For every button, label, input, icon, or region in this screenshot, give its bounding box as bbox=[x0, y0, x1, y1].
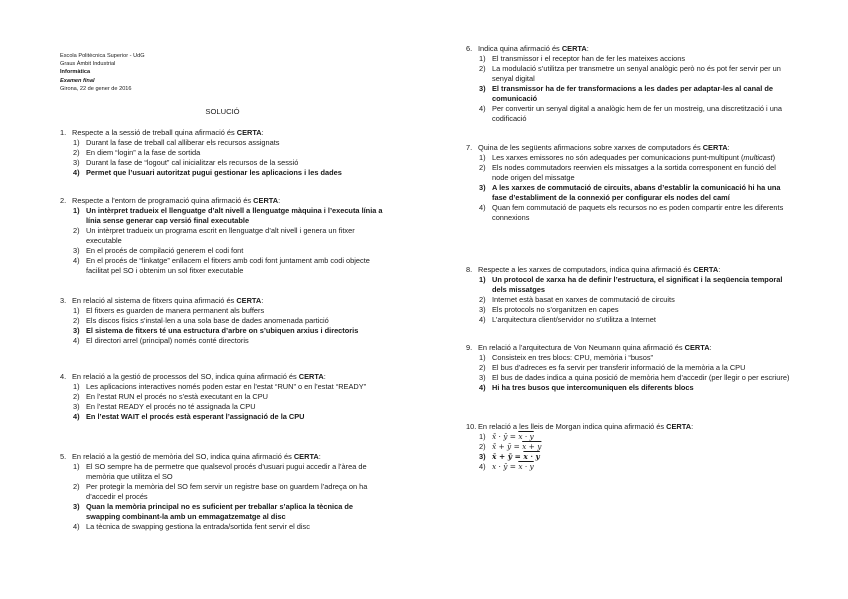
option-text bbox=[86, 246, 385, 256]
option-main-text: En el procés de compilació generem el codi font bbox=[86, 246, 244, 255]
document-header bbox=[60, 52, 145, 93]
option-number: 4) bbox=[479, 383, 486, 392]
question-prefix: Respecte a la sessió de treball quina afirmació és bbox=[72, 128, 237, 137]
option-number: 3) bbox=[479, 373, 486, 382]
option-text bbox=[86, 316, 385, 326]
option-main-text: Durant la fase de “logout” cal inicialitzar els recursos de la sessió bbox=[86, 158, 299, 167]
question-keyword: CERTA bbox=[236, 128, 262, 137]
correct-answer bbox=[73, 206, 385, 226]
option-number: 4) bbox=[73, 522, 80, 531]
option-main-text: El SO sempre ha de permetre que qualsevol procés d’usuari pugui accedir a l’àrea de memòria que utilitza el SO bbox=[86, 462, 367, 481]
option-text bbox=[492, 84, 794, 104]
option-number: 4) bbox=[73, 412, 80, 421]
question-number: 6. bbox=[466, 44, 473, 53]
option-number: 1) bbox=[73, 306, 80, 315]
option-number: 4) bbox=[73, 256, 80, 265]
option-text bbox=[86, 148, 385, 158]
question-keyword: CERTA bbox=[293, 452, 319, 461]
exam-type: Examen final bbox=[60, 77, 95, 84]
option-number: 4) bbox=[479, 104, 486, 113]
answer-option bbox=[479, 432, 794, 442]
option-text bbox=[86, 392, 385, 402]
question-prefix: En relació al sistema de fitxers quina afirmació és bbox=[72, 296, 237, 305]
answer-option bbox=[479, 462, 794, 472]
question-prefix: En relació a la gestió de processos del SO, indica quina afirmació és bbox=[72, 372, 299, 381]
question-prefix: Respecte a les xarxes de computadors, indica quina afirmació és bbox=[478, 265, 694, 274]
option-text bbox=[492, 153, 794, 163]
option-number: 4) bbox=[479, 315, 486, 324]
question-number: 7. bbox=[466, 143, 473, 152]
option-main-text: El sistema de fitxers té una estructura d’arbre on s’ubiquen arxius i directoris bbox=[86, 326, 359, 335]
question-suffix: : bbox=[586, 44, 589, 53]
question-heading bbox=[60, 452, 385, 462]
option-text bbox=[86, 382, 385, 392]
option-main-text: La tècnica de swapping gestiona la entrada/sortida fent servir el disc bbox=[86, 522, 310, 531]
question-suffix: : bbox=[718, 265, 721, 274]
answer-option bbox=[479, 442, 794, 452]
answer-option bbox=[479, 305, 794, 315]
option-number: 2) bbox=[479, 442, 486, 451]
answer-option bbox=[73, 246, 385, 256]
option-text bbox=[86, 306, 385, 316]
question-suffix: : bbox=[261, 296, 264, 305]
option-number: 3) bbox=[479, 305, 486, 314]
option-main-text: En el procés de “linkatge” enllacem el fitxers amb codi font juntament amb codi objecte facilitat pel SO i obtenim un sol fitxer executable bbox=[86, 256, 370, 275]
answer-option bbox=[479, 104, 794, 124]
option-text bbox=[492, 163, 794, 183]
option-main-text: Un protocol de xarxa ha de definir l’estructura, el significat i la seqüencia temporal dels missatges bbox=[492, 275, 783, 294]
question-prefix: En relació a la gestió de memòria del SO, indica quina afirmació és bbox=[72, 452, 294, 461]
answer-option bbox=[73, 522, 385, 532]
option-number: 1) bbox=[479, 54, 486, 63]
question-5 bbox=[60, 452, 385, 532]
option-main-text: La modulació s’utilitza per transmetre un senyal analògic però no és pot fer servir per un senyal digital bbox=[492, 64, 781, 83]
subject-name: Informàtica bbox=[60, 69, 91, 76]
question-10 bbox=[466, 422, 794, 472]
option-text bbox=[86, 402, 385, 412]
question-prefix: Respecte a l’entorn de programació quina afirmació és bbox=[72, 196, 254, 205]
degree-name: Graus Àmbit Industrial bbox=[60, 61, 116, 68]
option-number: 1) bbox=[73, 382, 80, 391]
option-main-text: Un intèrpret tradueix un programa escrit en llenguatge d’alt nivell i genera un fitxer executable bbox=[86, 226, 355, 245]
option-number: 1) bbox=[73, 138, 80, 147]
option-main-text: Per convertir un senyal digital a analògic hem de fer un mostreig, una discretització i una codificació bbox=[492, 104, 783, 123]
answer-option bbox=[73, 138, 385, 148]
correct-answer bbox=[73, 412, 385, 422]
question-keyword: CERTA bbox=[298, 372, 324, 381]
option-text bbox=[492, 54, 794, 64]
option-text bbox=[86, 168, 385, 178]
option-main-text: El bus d’adreces es fa servir per transferir informació de la memòria a la CPU bbox=[492, 363, 746, 372]
question-text bbox=[478, 343, 794, 353]
option-text bbox=[492, 452, 794, 462]
question-keyword: CERTA bbox=[702, 143, 728, 152]
option-main-text: El bus de dades indica a quina posició de memòria hem d’accedir (per llegir o per escriure) bbox=[492, 373, 790, 382]
answer-option bbox=[73, 482, 385, 502]
formula-equals: = bbox=[507, 462, 519, 471]
option-text bbox=[86, 256, 385, 276]
option-number: 2) bbox=[479, 363, 486, 372]
option-number: 1) bbox=[479, 153, 486, 162]
question-prefix: En relació a l’arquitectura de Von Neumann quina afirmació és bbox=[478, 343, 685, 352]
option-number: 4) bbox=[479, 462, 486, 471]
option-text bbox=[86, 326, 385, 336]
formula-equals: = bbox=[511, 442, 523, 451]
question-text bbox=[72, 372, 385, 382]
option-text bbox=[86, 412, 385, 422]
question-number: 5. bbox=[60, 452, 67, 461]
option-number: 4) bbox=[73, 336, 80, 345]
option-text bbox=[492, 442, 794, 452]
question-2 bbox=[60, 196, 385, 276]
question-1 bbox=[60, 128, 385, 178]
option-number: 1) bbox=[479, 275, 486, 284]
question-keyword: CERTA bbox=[561, 44, 587, 53]
answer-option bbox=[73, 316, 385, 326]
option-text bbox=[492, 462, 794, 472]
question-keyword: CERTA bbox=[666, 422, 692, 431]
option-main-text: L’arquitectura client/servidor no s’utilitza a Internet bbox=[492, 315, 656, 324]
formula-equals: = bbox=[507, 432, 519, 441]
option-number: 1) bbox=[73, 462, 80, 471]
option-main-text: Consisteix en tres blocs: CPU, memòria i “busos” bbox=[492, 353, 654, 362]
option-text bbox=[492, 183, 794, 203]
formula-equals: = bbox=[512, 452, 524, 461]
answer-option bbox=[479, 203, 794, 223]
option-main-text: Internet està basat en xarxes de commutació de circuits bbox=[492, 295, 675, 304]
option-main-text: Permet que l’usuari autoritzat pugui gestionar les aplicacions i les dades bbox=[86, 168, 342, 177]
option-text bbox=[492, 203, 794, 223]
option-number: 2) bbox=[479, 163, 486, 172]
question-prefix: Quina de les següents afirmacions sobre xarxes de computadors és bbox=[478, 143, 703, 152]
formula-rhs: x + y bbox=[522, 442, 542, 451]
option-number: 4) bbox=[479, 203, 486, 212]
option-main-text: Els nodes commutadors reenvien els missatges a la sortida corresponent en funció del node origen del missatge bbox=[492, 163, 776, 182]
answer-option bbox=[73, 336, 385, 346]
option-main-text: En l’estat READY el procés no té assignada la CPU bbox=[86, 402, 256, 411]
answer-option bbox=[73, 306, 385, 316]
question-suffix: : bbox=[691, 422, 694, 431]
option-number: 3) bbox=[73, 502, 80, 511]
question-heading bbox=[466, 343, 794, 353]
option-main-text: El transmissor i el receptor han de fer les mateixes accions bbox=[492, 54, 686, 63]
formula-lhs: x̄ + ȳ bbox=[492, 452, 513, 461]
option-number: 3) bbox=[479, 452, 486, 461]
option-text bbox=[86, 158, 385, 168]
question-text bbox=[478, 143, 794, 153]
question-8 bbox=[466, 265, 794, 325]
question-prefix: En relació a les lleis de Morgan indica quina afirmació és bbox=[478, 422, 667, 431]
question-text bbox=[478, 265, 794, 275]
option-main-text: Durant la fase de treball cal alliberar els recursos assignats bbox=[86, 138, 280, 147]
option-main-text: En diem “login” a la fase de sortida bbox=[86, 148, 201, 157]
option-main-text: En l’estat WAIT el procés està esperant l’assignació de la CPU bbox=[86, 412, 305, 421]
answer-option bbox=[479, 163, 794, 183]
option-text bbox=[492, 383, 794, 393]
question-suffix: : bbox=[323, 372, 326, 381]
option-main-text: Quan fem commutació de paquets els recursos no es poden compartir entre les diferents connexions bbox=[492, 203, 784, 222]
question-keyword: CERTA bbox=[236, 296, 262, 305]
question-heading bbox=[60, 196, 385, 206]
option-text bbox=[86, 138, 385, 148]
question-number: 3. bbox=[60, 296, 67, 305]
option-number: 2) bbox=[73, 148, 80, 157]
question-4 bbox=[60, 372, 385, 422]
option-text bbox=[86, 206, 385, 226]
option-text bbox=[492, 373, 794, 383]
answer-option bbox=[73, 382, 385, 392]
question-suffix: : bbox=[727, 143, 730, 152]
option-main-text: Les aplicacions interactives només poden estar en l’estat “RUN” o en l’estat “READY” bbox=[86, 382, 367, 391]
question-keyword: CERTA bbox=[253, 196, 279, 205]
question-keyword: CERTA bbox=[684, 343, 710, 352]
question-text bbox=[72, 296, 385, 306]
option-paren: ( bbox=[738, 153, 744, 162]
question-suffix: : bbox=[261, 128, 264, 137]
option-text bbox=[86, 336, 385, 346]
option-text bbox=[86, 522, 385, 532]
page-title: SOLUCIÓ bbox=[205, 107, 240, 116]
option-number: 2) bbox=[73, 226, 80, 235]
question-heading bbox=[60, 128, 385, 138]
correct-answer bbox=[73, 502, 385, 522]
option-text bbox=[86, 502, 385, 522]
question-heading bbox=[466, 44, 794, 54]
question-number: 8. bbox=[466, 265, 473, 274]
question-6 bbox=[466, 44, 794, 124]
question-text bbox=[72, 128, 385, 138]
option-text bbox=[86, 482, 385, 502]
option-text bbox=[492, 363, 794, 373]
option-text bbox=[492, 315, 794, 325]
question-keyword: CERTA bbox=[693, 265, 719, 274]
formula-lhs: x · ȳ bbox=[492, 462, 508, 471]
answer-option bbox=[73, 226, 385, 246]
option-number: 3) bbox=[73, 246, 80, 255]
correct-answer bbox=[73, 326, 385, 336]
question-suffix: : bbox=[278, 196, 281, 205]
question-9 bbox=[466, 343, 794, 393]
question-heading bbox=[466, 422, 794, 432]
option-main-text: Les xarxes emissores no són adequades per comunicacions punt-multipunt bbox=[492, 153, 739, 162]
option-text bbox=[86, 226, 385, 246]
option-number: 3) bbox=[73, 326, 80, 335]
answer-option bbox=[479, 153, 794, 163]
option-main-text: Els discos físics s’instal·len a una sola base de dades anomenada partició bbox=[86, 316, 329, 325]
question-number: 1. bbox=[60, 128, 67, 137]
option-text bbox=[492, 64, 794, 84]
answer-option bbox=[479, 315, 794, 325]
option-paren: ) bbox=[772, 153, 776, 162]
option-main-text: A les xarxes de commutació de circuits, abans d’establir la comunicació hi ha una fase d’establiment de la connexió per configurar els nodes del camí bbox=[492, 183, 781, 202]
correct-answer bbox=[479, 383, 794, 393]
exam-date: Girona, 22 de gener de 2016 bbox=[60, 85, 132, 92]
option-number: 3) bbox=[73, 158, 80, 167]
answer-option bbox=[479, 54, 794, 64]
option-number: 3) bbox=[479, 84, 486, 93]
option-main-text: El transmissor ha de fer transformacions a les dades per adaptar-les al canal de comunicació bbox=[492, 84, 773, 103]
correct-answer bbox=[479, 84, 794, 104]
question-heading bbox=[60, 372, 385, 382]
question-7 bbox=[466, 143, 794, 223]
correct-answer bbox=[479, 183, 794, 203]
option-text bbox=[86, 462, 385, 482]
question-text bbox=[72, 196, 385, 206]
question-text bbox=[478, 422, 794, 432]
answer-option bbox=[479, 353, 794, 363]
option-main-text: Quan la memòria principal no es suficient per treballar s’aplica la tècnica de swapping combinant-la amb un emmagatzematge al disc bbox=[86, 502, 353, 521]
option-text bbox=[492, 104, 794, 124]
question-heading bbox=[466, 143, 794, 153]
question-number: 2. bbox=[60, 196, 67, 205]
option-main-text: El directori arrel (principal) només conté directoris bbox=[86, 336, 249, 345]
option-number: 2) bbox=[73, 316, 80, 325]
formula-lhs: x̄ + ȳ bbox=[492, 442, 512, 451]
answer-option bbox=[479, 295, 794, 305]
option-number: 3) bbox=[479, 183, 486, 192]
answer-option bbox=[479, 373, 794, 383]
option-main-text: Un intèrpret tradueix el llenguatge d’alt nivell a llenguatge màquina i l’executa línia a línia sense generar cap versió final executable bbox=[86, 206, 383, 225]
answer-option bbox=[73, 158, 385, 168]
formula-rhs: x · y bbox=[518, 432, 534, 441]
option-number: 1) bbox=[479, 353, 486, 362]
option-number: 2) bbox=[73, 482, 80, 491]
correct-answer bbox=[479, 452, 794, 462]
school-name: Escola Politècnica Superior - UdG bbox=[60, 53, 145, 59]
question-number: 9. bbox=[466, 343, 473, 352]
question-heading bbox=[60, 296, 385, 306]
option-number: 4) bbox=[73, 168, 80, 177]
formula-lhs: x̄ · ȳ bbox=[492, 432, 508, 441]
option-text bbox=[492, 432, 794, 442]
answer-option bbox=[479, 363, 794, 373]
option-main-text: Els protocols no s’organitzen en capes bbox=[492, 305, 619, 314]
option-number: 2) bbox=[73, 392, 80, 401]
question-text bbox=[478, 44, 794, 54]
question-3 bbox=[60, 296, 385, 346]
answer-option bbox=[73, 256, 385, 276]
answer-option bbox=[73, 402, 385, 412]
question-prefix: Indica quina afirmació és bbox=[478, 44, 562, 53]
formula-rhs: x · y bbox=[523, 452, 540, 461]
answer-option bbox=[73, 148, 385, 158]
question-suffix: : bbox=[709, 343, 712, 352]
option-main-text: Per protegir la memòria del SO fem servir un registre base on guardem l’adreça on ha d’accedir el procés bbox=[86, 482, 368, 501]
question-number: 10. bbox=[466, 422, 477, 431]
question-number: 4. bbox=[60, 372, 67, 381]
answer-option bbox=[479, 64, 794, 84]
option-text bbox=[492, 275, 794, 295]
option-number: 3) bbox=[73, 402, 80, 411]
question-text bbox=[72, 452, 385, 462]
correct-answer bbox=[479, 275, 794, 295]
option-number: 1) bbox=[479, 432, 486, 441]
answer-option bbox=[73, 392, 385, 402]
option-number: 2) bbox=[479, 295, 486, 304]
option-text bbox=[492, 353, 794, 363]
question-suffix: : bbox=[318, 452, 321, 461]
option-italic-term: multicast bbox=[743, 153, 773, 162]
question-heading bbox=[466, 265, 794, 275]
option-number: 1) bbox=[73, 206, 80, 215]
option-main-text: En l’estat RUN el procés no s’està executant en la CPU bbox=[86, 392, 268, 401]
answer-option bbox=[73, 462, 385, 482]
option-main-text: Hi ha tres busos que intercomuniquen els diferents blocs bbox=[492, 383, 694, 392]
option-number: 2) bbox=[479, 64, 486, 73]
option-text bbox=[492, 305, 794, 315]
formula-rhs: x · y bbox=[518, 462, 534, 471]
correct-answer bbox=[73, 168, 385, 178]
option-text bbox=[492, 295, 794, 305]
option-main-text: El fitxers es guarden de manera permanent als buffers bbox=[86, 306, 265, 315]
